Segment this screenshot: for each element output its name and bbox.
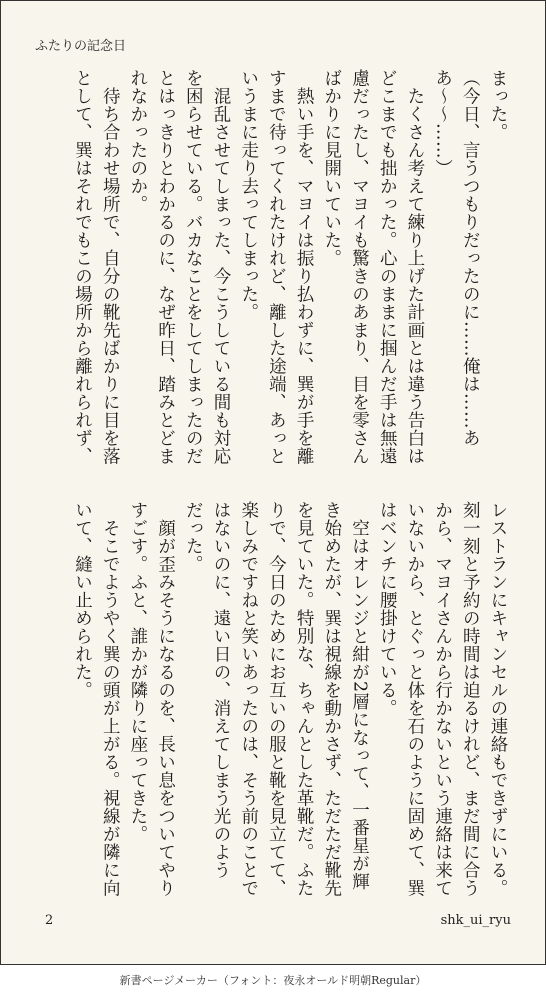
text-column: いて、縫い止められた。 — [72, 501, 93, 699]
text-column: はないのに、遠い日の、消えてしまう光のよう — [211, 501, 231, 879]
text-column: すごす。ふと、誰かが隣りに座ってきた。 — [127, 501, 148, 843]
generator-credit: 新書ページメーカー（フォント：夜永オールド明朝Regular） — [119, 974, 427, 987]
text-column: りで、今日のためにお互いの服と靴を見立てて、 — [266, 501, 287, 897]
text-column: として、巽はそれでもこの場所から離れられず、 — [72, 69, 93, 465]
text-column: を見ていた。特別な、ちゃんとした革靴だ。ふた — [294, 501, 315, 897]
text-column: まった。 — [488, 69, 508, 141]
text-column: 待ち合わせ場所で、自分の靴先ばかりに目を落 — [100, 69, 121, 465]
author-handle: shk_ui_ryu — [440, 913, 511, 928]
text-column: れなかったのか。 — [127, 69, 148, 213]
text-column: いないから、とぐっと体を石のように固めて、巽 — [404, 501, 425, 897]
text-column: 空はオレンジと紺が2層になって、一番星が輝 — [349, 501, 370, 891]
text-column: はベンチに腰掛けている。 — [377, 501, 398, 717]
text-column: とはっきりとわかるのに、なぜ昨日、踏みとどま — [155, 69, 176, 465]
text-column: 慮だったし、マヨイも驚きのあまり、目を零さん — [349, 69, 370, 465]
text-column: すまで待ってくれたけれど、離した途端、あっと — [266, 69, 287, 465]
text-column: から、マヨイさんから行かないという連絡は来て — [432, 501, 453, 897]
text-column: 楽しみですねと笑いあったのは、そう前のことで — [238, 501, 259, 897]
text-column: そこでようやく巽の頭が上がる。視線が隣に向 — [100, 501, 121, 897]
text-column: たくさん考えて練り上げた計画とは違う告白は — [404, 69, 425, 465]
running-title: ふたりの記念日 — [35, 39, 127, 54]
text-column: き始めたが、巽は視線を動かさず、ただただ靴先 — [321, 501, 342, 897]
text-column: あ〜〜……） — [432, 69, 453, 177]
text-column: 熱い手を、マヨイは振り払わずに、巽が手を離 — [294, 69, 315, 465]
text-column: （今日、言うつもりだったのに……俺は……あ — [460, 69, 481, 447]
text-column: 混乱させてしまった、今こうしている間も対応 — [211, 69, 231, 465]
text-column: レストランにキャンセルの連絡もできずにいる。 — [488, 501, 508, 897]
text-column: 刻一刻と予約の時間は迫るけれど、まだ間に合う — [460, 501, 481, 897]
text-column: どこまでも拙かった。心のままに掴んだ手は無遠 — [377, 69, 398, 465]
text-column: いうまに走り去ってしまった。 — [238, 69, 259, 321]
text-column: だった。 — [183, 501, 204, 573]
text-column: を困らせている。バカなことをしてしまったのだ — [183, 69, 204, 465]
text-column: 顔が歪みそうになるのを、長い息をついてやり — [155, 501, 176, 897]
text-column: ばかりに見開いていた。 — [321, 69, 342, 267]
page-number: 2 — [45, 913, 54, 928]
